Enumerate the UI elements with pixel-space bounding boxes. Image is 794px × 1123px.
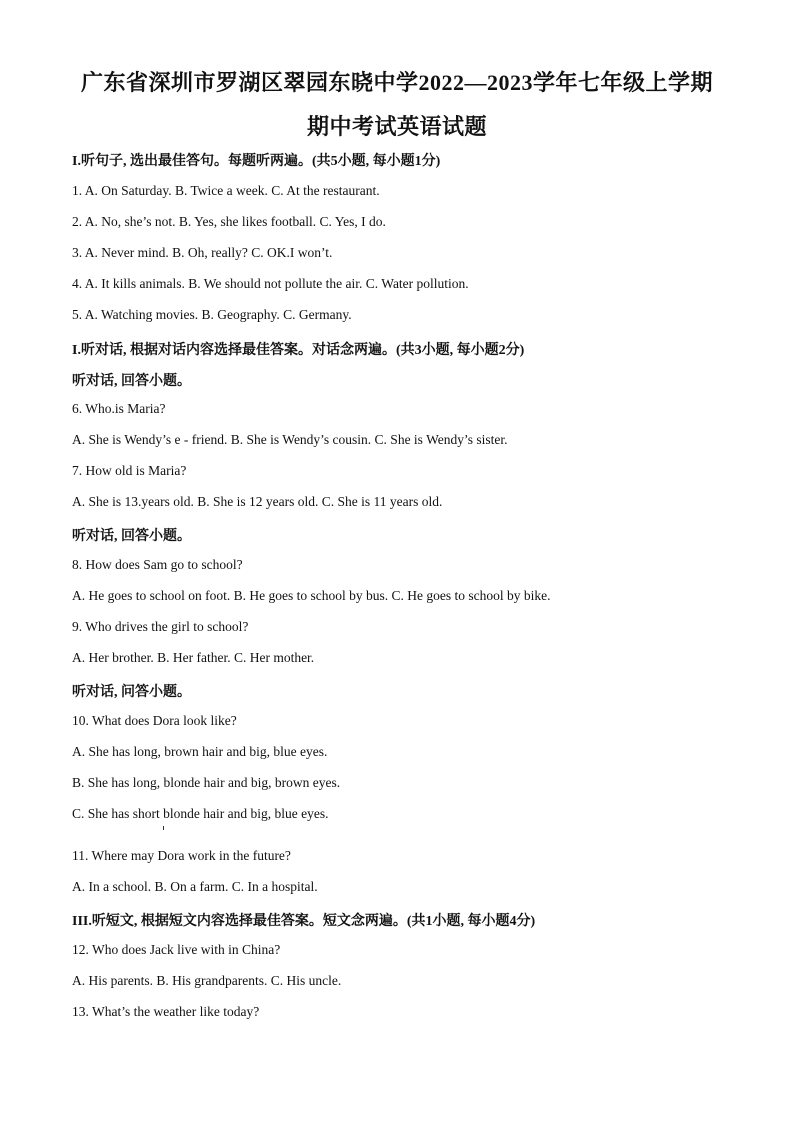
q3-options: 3. A. Never mind. B. Oh, really? C. OK.I won’t. (72, 245, 333, 260)
q13-question: 13. What’s the weather like today? (72, 1004, 260, 1019)
dialogue-1-heading: 听对话, 回答小题。 (72, 374, 191, 389)
q9-options: A. Her brother. B. Her father. C. Her mother. (72, 650, 315, 665)
section-2-heading: I.听对话, 根据对话内容选择最佳答案。对话念两遍。(共3小题, 每小题2分) (72, 343, 525, 358)
q2-options: 2. A. No, she’s not. B. Yes, she likes football. C. Yes, I do. (72, 214, 386, 229)
q6-question: 6. Who.is Maria? (72, 401, 166, 416)
dialogue-3-heading: 听对话, 问答小题。 (72, 685, 191, 700)
q12-options: A. His parents. B. His grandparents. C. His uncle. (72, 973, 342, 988)
q11-question: 11. Where may Dora work in the future? (72, 848, 291, 863)
q10-question: 10. What does Dora look like? (72, 713, 237, 728)
q4-options: 4. A. It kills animals. B. We should not pollute the air. C. Water pollution. (72, 276, 469, 291)
q10-option-c: C. She has short blonde hair and big, blue eyes. (72, 806, 329, 821)
q10-option-b: B. She has long, blonde hair and big, brown eyes. (72, 775, 341, 790)
q8-options: A. He goes to school on foot. B. He goes to school by bus. C. He goes to school by bike. (72, 588, 551, 603)
section-3-heading: III.听短文, 根据短文内容选择最佳答案。短文念两遍。(共1小题, 每小题4分) (72, 914, 536, 929)
document-title-line-2: 期中考试英语试题 (306, 114, 487, 139)
q7-question: 7. How old is Maria? (72, 463, 187, 478)
q6-options: A. She is Wendy’s e - friend. B. She is Wendy’s cousin. C. She is Wendy’s sister. (72, 432, 508, 447)
section-1-heading: I.听句子, 选出最佳答句。每题听两遍。(共5小题, 每小题1分) (72, 154, 441, 169)
q11-options: A. In a school. B. On a farm. C. In a hospital. (72, 879, 318, 894)
stray-mark (163, 826, 164, 830)
q12-question: 12. Who does Jack live with in China? (72, 942, 281, 957)
q10-option-a: A. She has long, brown hair and big, blue eyes. (72, 744, 328, 759)
q7-options: A. She is 13.years old. B. She is 12 years old. C. She is 11 years old. (72, 494, 443, 509)
q9-question: 9. Who drives the girl to school? (72, 619, 249, 634)
q1-options: 1. A. On Saturday. B. Twice a week. C. At the restaurant. (72, 183, 380, 198)
q8-question: 8. How does Sam go to school? (72, 557, 243, 572)
q5-options: 5. A. Watching movies. B. Geography. C. Germany. (72, 307, 352, 322)
document-title-line-1: 广东省深圳市罗湖区翠园东晓中学2022—2023学年七年级上学期 (80, 70, 713, 95)
dialogue-2-heading: 听对话, 回答小题。 (72, 529, 191, 544)
